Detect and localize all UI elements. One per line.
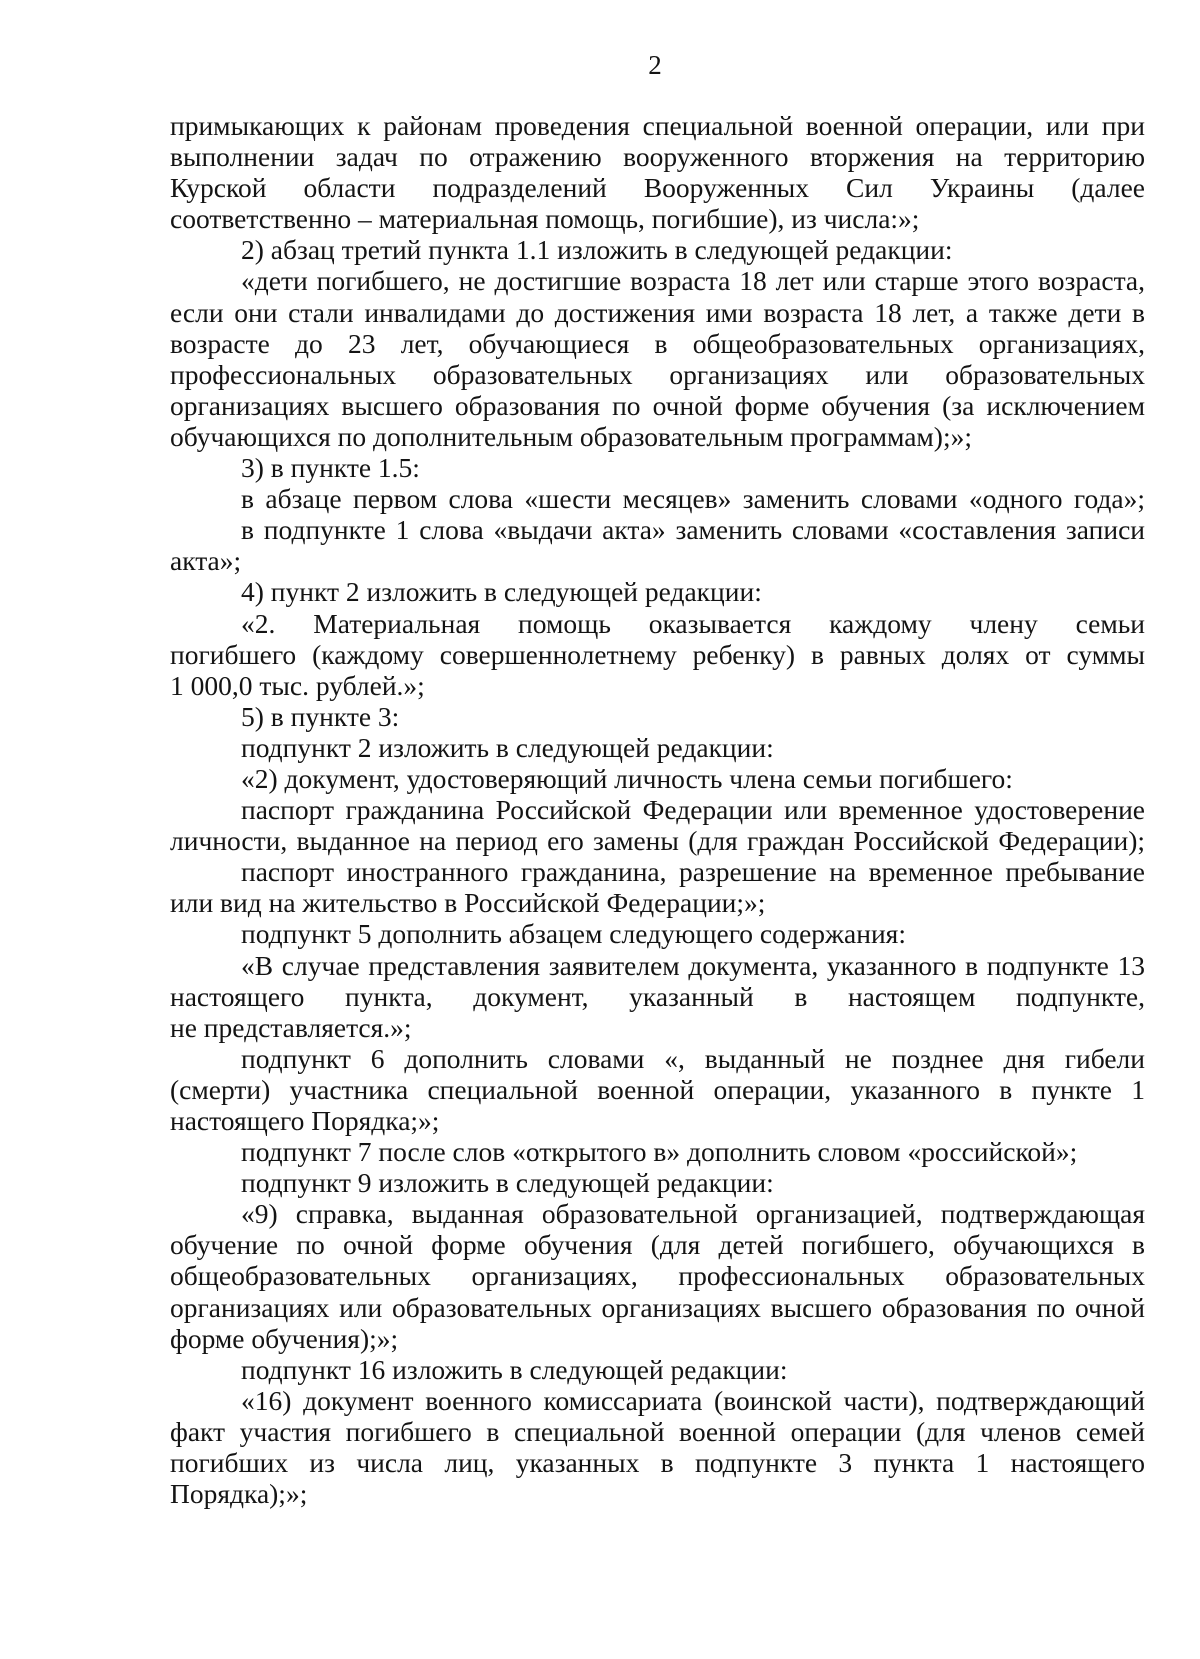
text-line: погибших из числа лиц, указанных в подпункте 3 пункта 1 настоящего (170, 1447, 1145, 1479)
page-number: 2 (648, 50, 662, 80)
text-line: форме обучения);»; (170, 1322, 399, 1354)
text-line: обучающихся по дополнительным образовательным программам);»; (170, 420, 972, 452)
text-line: погибшего (каждому совершеннолетнему ребенку) в равных долях от суммы (170, 638, 1145, 670)
text-line: (смерти) участника специальной военной операции, указанного в пункте 1 (170, 1073, 1145, 1105)
text-line: 4) пункт 2 изложить в следующей редакции: (241, 576, 762, 608)
text-line: профессиональных образовательных организациях или образовательных (170, 358, 1145, 390)
text-line: если они стали инвалидами до достижения ими возраста 18 лет, а также дети в (170, 296, 1145, 328)
text-line: не представляется.»; (170, 1011, 412, 1043)
text-line: паспорт иностранного гражданина, разрешение на временное пребывание (241, 856, 1145, 888)
text-line: настоящего Порядка;»; (170, 1105, 440, 1136)
text-line: «2. Материальная помощь оказывается каждому члену семьи (241, 607, 1145, 639)
text-line: паспорт гражданина Российской Федерации или временное удостоверение (241, 794, 1145, 826)
text-line: общеобразовательных организациях, профессиональных образовательных (170, 1260, 1145, 1292)
text-line: выполнении задач по отражению вооруженного вторжения на территорию (170, 141, 1145, 173)
text-line: подпункт 7 после слов «открытого в» дополнить словом «российской»; (241, 1136, 1078, 1168)
text-line: акта»; (170, 545, 242, 577)
text-line: Порядка);»; (170, 1478, 308, 1510)
text-line: подпункт 5 дополнить абзацем следующего содержания: (241, 918, 906, 950)
text-line: 3) в пункте 1.5: (241, 452, 420, 484)
text-line: «9) справка, выданная образовательной организацией, подтверждающая (241, 1198, 1145, 1230)
text-line: подпункт 2 изложить в следующей редакции: (241, 731, 774, 763)
text-line: Курской области подразделений Вооруженных Сил Украины (далее (170, 172, 1145, 204)
text-line: организациях или образовательных организациях высшего образования по очной (170, 1291, 1145, 1323)
text-line: «В случае представления заявителем документа, указанного в подпункте 13 (241, 949, 1145, 981)
text-line: личности, выданное на период его замены (для граждан Российской Федерации); (170, 825, 1145, 857)
document-body (170, 110, 1145, 1509)
text-line: возрасте до 23 лет, обучающиеся в общеобразовательных организациях, (170, 327, 1145, 359)
text-line: «2) документ, удостоверяющий личность члена семьи погибшего: (241, 762, 1013, 794)
text-line: 2) абзац третий пункта 1.1 изложить в следующей редакции: (241, 234, 953, 266)
text-line: в подпункте 1 слова «выдачи акта» заменить словами «составления записи (241, 514, 1145, 546)
text-line: «16) документ военного комиссариата (воинской части), подтверждающий (241, 1384, 1145, 1416)
text-line: примыкающих к районам проведения специальной военной операции, или при (170, 110, 1145, 141)
text-line: подпункт 9 изложить в следующей редакции: (241, 1167, 774, 1199)
text-line: в абзаце первом слова «шести месяцев» заменить словами «одного года»; (241, 483, 1145, 515)
text-line: или вид на жительство в Российской Федерации;»; (170, 887, 766, 919)
text-line: 1 000,0 тыс. рублей.»; (170, 669, 425, 701)
text-line: соответственно – материальная помощь, погибшие), из числа:»; (170, 203, 920, 235)
text-line: подпункт 6 дополнить словами «, выданный не позднее дня гибели (241, 1042, 1145, 1074)
text-line: настоящего пункта, документ, указанный в настоящем подпункте, (170, 980, 1145, 1012)
text-line: «дети погибшего, не достигшие возраста 18 лет или старше этого возраста, (241, 265, 1145, 297)
text-line: подпункт 16 изложить в следующей редакции: (241, 1353, 788, 1385)
text-line: организациях высшего образования по очной форме обучения (за исключением (170, 389, 1145, 421)
text-line: 5) в пункте 3: (241, 700, 400, 732)
text-line: факт участия погибшего в специальной военной операции (для членов семей (170, 1415, 1145, 1447)
text-line: обучение по очной форме обучения (для детей погибшего, обучающихся в (170, 1229, 1145, 1261)
